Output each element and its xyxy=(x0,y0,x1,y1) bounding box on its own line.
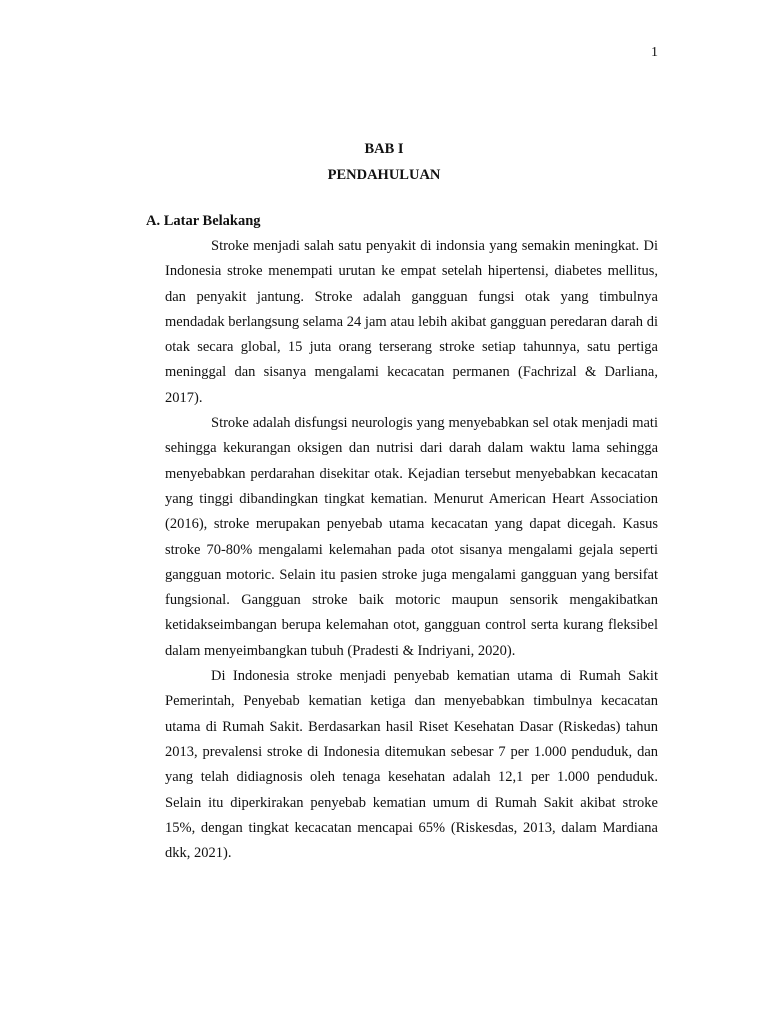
paragraph: Di Indonesia stroke menjadi penyebab kematian utama di Rumah Sakit Pemerintah, Penyebab kematian ketiga dan menyebabkan timbulnya kecacatan utama di Rumah Sakit. Berdasarkan hasil Riset Kesehatan Dasar (Riskedas) tahun 2013, prevalensi stroke di Indonesia ditemukan sebesar 7 per 1.000 penduduk, dan yang telah didiagnosis oleh tenaga kesehatan adalah 12,1 per 1.000 penduduk. Selain itu diperkirakan penyebab kematian umum di Rumah Sakit akibat stroke 15%, dengan tingkat kecacatan mencapai 65% (Riskesdas, 2013, dalam Mardiana dkk, 2021). xyxy=(165,668,658,862)
body-text xyxy=(165,234,658,866)
page-number: 1 xyxy=(651,45,658,60)
chapter-label: BAB I xyxy=(364,141,404,157)
paragraph: Stroke adalah disfungsi neurologis yang menyebabkan sel otak menjadi mati sehingga kekurangan oksigen dan nutrisi dari darah dalam waktu lama sehingga menyebabkan perdarahan disekitar otak. Kejadian tersebut menyebabkan kecacatan yang tinggi dibandingkan tingkat kematian. Menurut American Heart Association (2016), stroke merupakan penyebab utama kecacatan yang dapat dicegah. Kasus stroke 70-80% mengalami kelemahan pada otot sisanya mengalami gejala seperti gangguan motoric. Selain itu pasien stroke juga mengalami gangguan yang bersifat fungsional. Gangguan stroke baik motoric maupun sensorik mengakibatkan ketidakseimbangan berupa kelemahan otot, gangguan control serta kurang fleksibel dalam menyeimbangkan tubuh (Pradesti & Indriyani, 2020). xyxy=(165,415,658,659)
paragraph: Stroke menjadi salah satu penyakit di indonsia yang semakin meningkat. Di Indonesia stroke menempati urutan ke empat setelah hipertensi, diabetes mellitus, dan penyakit jantung. Stroke adalah gangguan fungsi otak yang timbulnya mendadak berlangsung selama 24 jam atau lebih akibat gangguan peredaran darah di otak secara global, 15 juta orang terserang stroke setiap tahunnya, satu pertiga meninggal dan sisanya mengalami kecacatan permanen (Fachrizal & Darliana, 2017). xyxy=(165,238,658,406)
chapter-title: PENDAHULUAN xyxy=(327,167,441,183)
chapter-heading xyxy=(0,136,768,188)
section-heading: A. Latar Belakang xyxy=(146,213,261,229)
